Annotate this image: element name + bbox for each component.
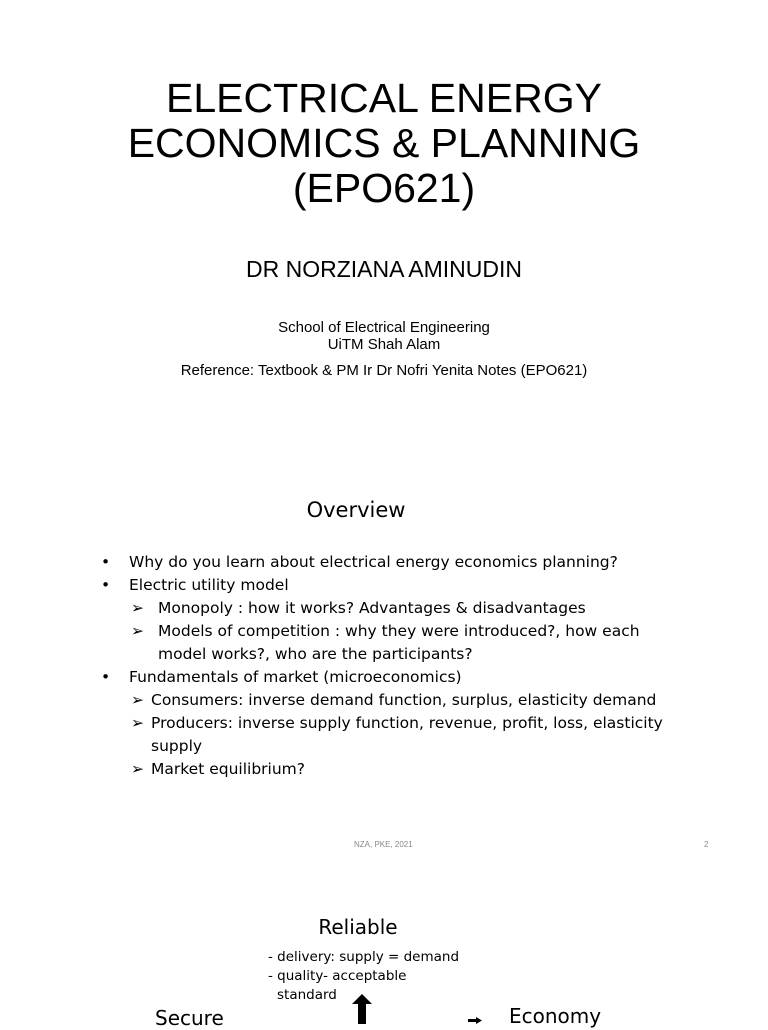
reference-line: Reference: Textbook & PM Ir Dr Nofri Yenita Notes (EPO621) — [180, 362, 588, 379]
page-number: 2 — [704, 840, 709, 849]
title-slide — [0, 0, 768, 420]
arrow-bullet-icon: ➢ — [131, 760, 144, 778]
arrow-bullet-icon: ➢ — [131, 622, 144, 640]
reliability-slide — [0, 860, 768, 1030]
arrow-bullet-icon: ➢ — [131, 714, 144, 732]
arrow-right-icon — [468, 1017, 482, 1024]
secure-label: Secure — [155, 1006, 224, 1030]
bullet-marker: • — [101, 668, 111, 686]
list-item — [131, 712, 663, 735]
title-line-1: ELECTRICAL ENERGY — [166, 75, 602, 121]
arrow-bullet-icon: ➢ — [131, 691, 144, 709]
list-item — [101, 551, 618, 574]
course-title — [0, 76, 768, 211]
school-line-2: UiTM Shah Alam — [327, 336, 441, 353]
bullet-text: Market equilibrium? — [151, 760, 305, 778]
title-line-2: ECONOMICS & PLANNING — [127, 120, 641, 166]
bullet-text: Monopoly : how it works? Advantages & disadvantages — [158, 599, 586, 617]
bullet-text: Models of competition : why they were introduced?, how each — [158, 622, 640, 640]
arrow-bullet-icon: ➢ — [131, 599, 144, 617]
list-item — [131, 735, 202, 758]
arrow-up-icon — [352, 994, 372, 1024]
list-item — [131, 620, 640, 643]
overview-title: Overview — [306, 498, 406, 522]
bullet-text: Electric utility model — [129, 576, 289, 594]
bullet-marker: • — [101, 553, 111, 571]
bullet-marker: • — [101, 576, 111, 594]
list-item — [131, 597, 586, 620]
slide-footer: NZA, PKE, 2021 — [354, 840, 413, 849]
reliable-title: Reliable — [318, 915, 398, 939]
reliable-point: standard — [277, 987, 337, 1003]
list-item — [131, 689, 656, 712]
list-item — [131, 643, 473, 666]
title-line-3: (EPO621) — [292, 165, 476, 211]
overview-slide — [0, 420, 768, 860]
bullet-text: Fundamentals of market (microeconomics) — [129, 668, 462, 686]
reliable-point: - quality- acceptable — [268, 968, 407, 984]
economy-label: Economy — [509, 1004, 602, 1028]
school-info — [0, 319, 768, 353]
list-item — [101, 574, 289, 597]
list-item — [131, 758, 305, 781]
bullet-text: Producers: inverse supply function, revenue, profit, loss, elasticity — [151, 714, 663, 732]
bullet-text: model works?, who are the participants? — [158, 645, 473, 663]
list-item — [101, 666, 462, 689]
school-line-1: School of Electrical Engineering — [278, 319, 490, 336]
bullet-text: supply — [151, 737, 203, 755]
bullet-text: Why do you learn about electrical energy economics planning? — [129, 553, 618, 571]
author-name: DR NORZIANA AMINUDIN — [245, 256, 523, 282]
bullet-text: Consumers: inverse demand function, surplus, elasticity demand — [151, 691, 657, 709]
reliable-point: - delivery: supply = demand — [268, 949, 460, 965]
